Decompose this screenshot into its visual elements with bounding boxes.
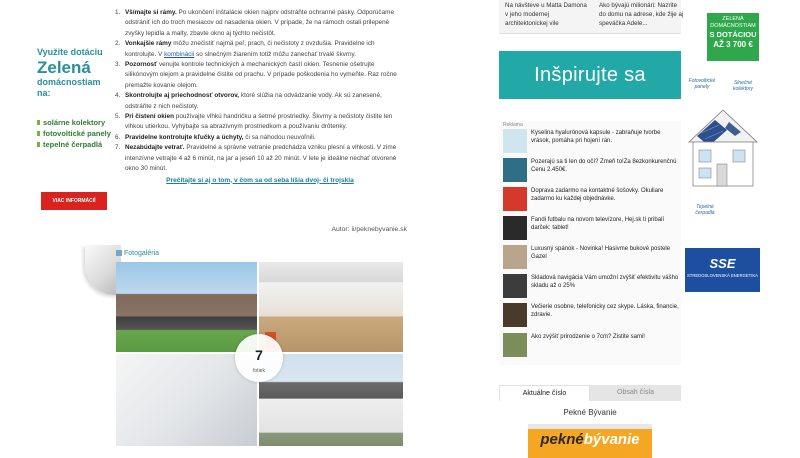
ad-item[interactable] [503,216,679,242]
photo-gallery[interactable] [116,262,403,446]
label-pv: Fotovoltické panely [688,78,716,90]
tip-bold: Pozornosť [125,61,158,69]
cover-band [528,424,652,429]
gallery-icon [116,250,122,256]
magazine-logo [528,431,652,448]
ad-thumbnail [503,333,527,357]
tip-text: používajte vlhkú handričku a šetrné prostriedky. Škvrny a nečistoty čistite len vlhkou utierkou. Vyhýbajte sa abrazívnym prostriedkom a používaniu drôtenky. [125,113,393,131]
tip-number: 3. [115,61,121,69]
ad-item[interactable] [503,187,679,213]
tip-item [115,91,405,112]
tip-bold: Všímajte si rámy. [125,9,177,16]
label-solar: Slnečné kolektory [732,80,753,92]
tip-number: 1. [115,9,121,16]
logo-part: bývanie [583,431,640,448]
promo-list-item: tepelné čerpadlá [37,139,115,150]
badge-line: ZELENÁ [722,16,744,22]
tip-bold: Skontrolujte aj priechodnosť otvorov, [125,92,240,100]
tip-number: 2. [115,40,121,48]
teaser-link[interactable]: Na návšteve u Matta Damona v jeho modernej architektonickej vile [505,2,587,27]
tip-item [115,133,405,143]
ad-item[interactable] [503,333,679,359]
tip-bold: Nezabúdajte vetrať. [125,144,185,152]
ad-text: Skladová navigácia Vám umožní zvýšiť efektivitu vášho skladu až o 25% [531,275,679,289]
promo-list-item: fotovoltické panely [37,128,115,139]
badge-amount: AŽ 3 700 € [713,40,753,49]
gallery-count-badge[interactable] [235,334,283,382]
tip-text: Po ukončení inštalácie okien najprv odstráňte ochranné pásky. Odporúčame odstrániť ich do troch mesiacov od nasadenia okien. V prípade, že na rámoch ostali prilepené zvyšky lepidla a malty, zbavte okno aj týchto nečistôt. [125,9,395,37]
logo-part: pekné [540,431,584,448]
promo-headline: Využite dotáciu [37,47,103,57]
tips-list [115,8,405,175]
left-promo-banner[interactable] [37,47,115,291]
magazine-tabs [499,385,681,401]
ad-text: Ako zvýšiť prirodzenie o 7cm? Zistite sami! [531,334,645,340]
ad-thumbnail [503,274,527,298]
sse-logo-block [685,248,760,292]
house-illustration-icon [685,106,760,190]
ad-thumbnail [503,303,527,327]
tip-number: 7. [115,144,121,152]
promo-subtitle: domácnostiam [37,77,101,87]
label-heat: Tepelné čerpadlá [695,204,715,216]
ad-item[interactable] [503,274,679,300]
teaser-link[interactable]: Ako bývajú milionári: Nazrite do domu na adrese, kde žije aj speváčka Adele... [599,2,684,27]
promo-more-info-button[interactable]: VIAC INFORMÁCIÍ [41,192,107,210]
tab-issue-contents[interactable]: Obsah čísla [590,385,681,401]
promo-big-title: Zelená [37,58,91,77]
tip-number: 6. [115,133,121,141]
inline-link[interactable]: kombinácii [164,50,195,58]
tip-item [115,39,405,60]
tab-current-issue[interactable]: Aktuálne číslo [499,385,590,401]
tip-text: venujte kontrole technických a mechanických častí okien. Tesnenie ošetrujte silikónovým olejom a pravidelne čistite od prachu. V prípade poškodenia ho vymeňte. Raz ročne premažte kovanie olejom. [125,61,397,89]
gallery-label-text: Fotogaléria [124,250,160,257]
tip-text: so slnečným žiarením totiž môžu zanechať trvalé škvrny. [194,50,357,58]
teaser-strip [499,0,684,34]
ad-thumbnail [503,129,527,153]
tip-item [115,112,405,133]
promo-list-item: solárne kolektory [37,117,115,128]
ad-label: Reklama [503,122,523,128]
sse-logo: SSE [709,256,736,271]
badge-line: S DOTÁCIOU [709,30,757,39]
ad-text: Doprava zadarmo na kontaktné šošovky. Okuliare zadarmo ku každej objednávke. [531,188,664,202]
article-author: Autor: ii/peknebyvanie.sk [331,226,407,233]
tip-number: 5. [115,113,121,121]
badge-line: DOMÁCNOSTIAM [710,23,756,29]
magazine-title: Pekné Bývanie [563,408,617,417]
ad-list [499,121,681,365]
ad-text: Kyselina hyalurónová kapsule - zabraňuje tvorbe vrások, pomáha pri hojení rán. [531,130,661,144]
sse-banner-ad[interactable] [685,8,760,292]
tip-bold: Vonkajšie rámy [125,40,172,48]
gallery-label[interactable] [116,250,159,257]
gallery-count: 7 [255,347,263,363]
tip-bold: Pri čistení okien [125,113,175,121]
inspire-banner[interactable]: Inšpirujte sa [499,51,681,99]
ad-text: Fandi futbalu na novom televízore, Hej.sk ti pribalí darček: tablet! [531,217,665,231]
ad-item[interactable] [503,303,679,329]
ad-item[interactable] [503,129,679,155]
article-body [115,8,407,233]
tip-bold: Pravidelne kontrolujte kľučky a úchyty, [125,133,244,141]
tip-item [115,60,405,91]
ad-item[interactable] [503,158,679,184]
promo-list [37,117,115,150]
ad-text: Pozerajú sa ti len do očí? Zmeň to!Za 8ezkonkurenčnú Cenu 2.450€. [531,159,677,173]
gallery-count-label: fotiek [253,368,265,374]
promo-subtitle-2: na: [37,88,51,98]
ad-thumbnail [503,158,527,182]
tip-item [115,143,405,174]
ad-text: Luxusný spánok - Novinka! Hasivme bukové postele Gazel [531,246,671,260]
ad-thumbnail [503,245,527,269]
sse-company-name: STREDOSLOVENSKÁ ENERGETIKA [687,273,758,278]
magazine-cover[interactable] [528,424,652,458]
tip-text: ktoré slúžia na odvádzanie vody. Ak sú zanesené, odstráňte z nich nečistoty. [125,92,382,110]
tip-number: 4. [115,92,121,100]
ad-thumbnail [503,216,527,240]
ad-text: Večierie osobne, telefonicky cez skype. Láska, financie, zdravie. [531,304,679,318]
tip-text: či sa náhodou neuvoľnili. [243,133,316,141]
ad-item[interactable] [503,245,679,271]
read-more-link[interactable]: Prečítajte si aj o tom, v čom sa od seba líšia dvoj- či trojskla [166,176,354,184]
tip-text: môžu znečistiť najmä peľ, prach, či nečistoty z ovzdušia. Pravidelne ich kontrolujte. V [125,40,375,58]
tip-item [115,8,405,39]
subsidy-badge [707,13,759,61]
ad-thumbnail [503,187,527,211]
tip-text: Pravidelné a správne vetranie predchádza vzniku plesní a vlhkosti. V zime intenzívne vetrajte 4 až 6 minút, na jar a jeseň 10 až 20 minút. V lete je ideálne nechať otvorené okno 30 minút. [125,144,397,173]
